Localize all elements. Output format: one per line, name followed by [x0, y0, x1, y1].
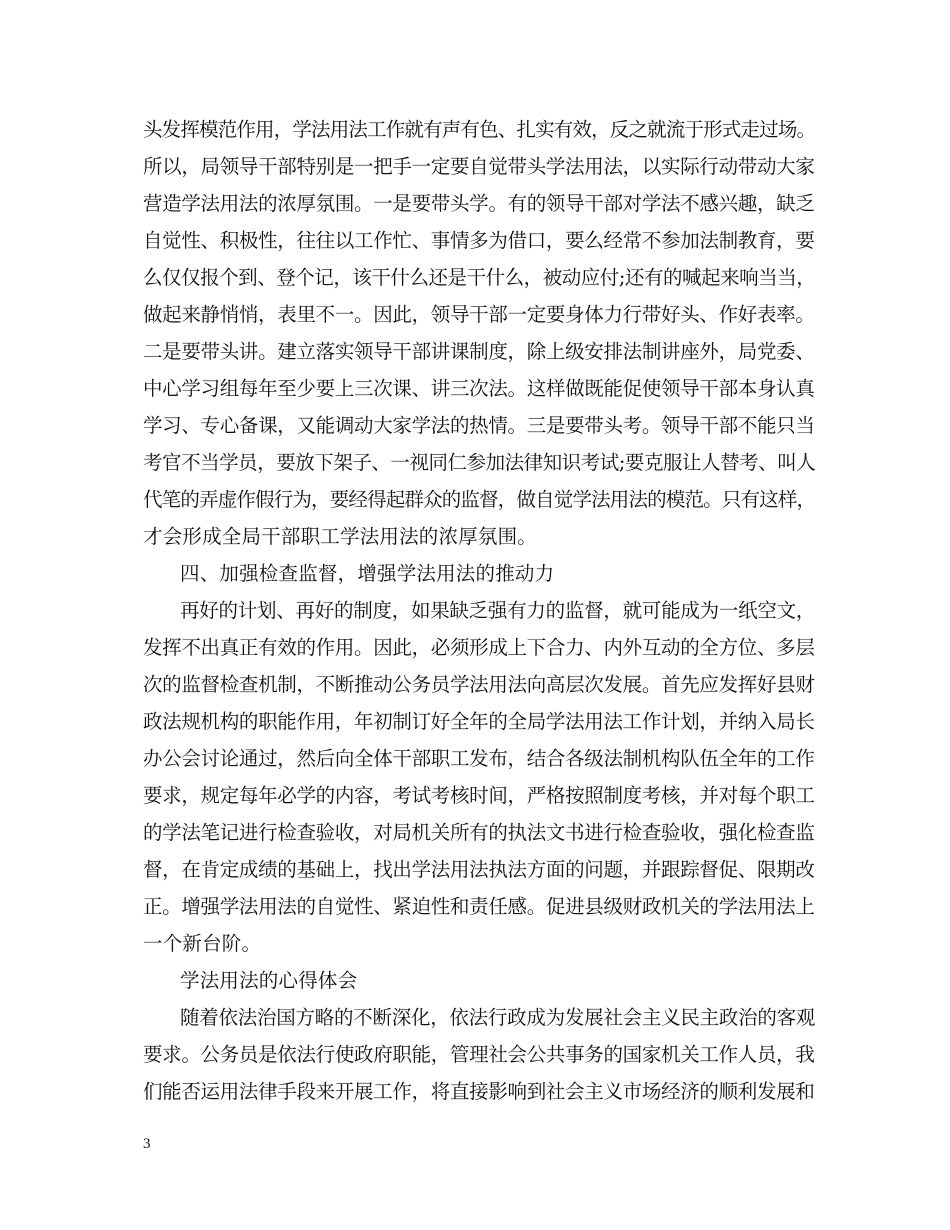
text-line: 头发挥模范作用，学法用法工作就有声有色、扎实有效，反之就流于形式走过场。: [143, 118, 816, 141]
text-line: 么仅仅报个到、登个记，该干什么还是干什么，被动应付;还有的喊起来响当当，: [143, 266, 816, 289]
text-line: 二是要带头讲。建立落实领导干部讲课制度，除上级安排法制讲座外，局党委、: [143, 340, 815, 363]
text-line: 次的监督检查机制，不断推动公务员学法用法向高层次发展。首先应发挥好县财: [143, 673, 815, 696]
section-title: 学法用法的心得体会: [180, 969, 358, 992]
text-line: 自觉性、积极性，往往以工作忙、事情多为借口，要么经常不参加法制教育，要: [143, 229, 815, 252]
text-line: 做起来静悄悄，表里不一。因此，领导干部一定要身体力行带好头、作好表率。: [143, 303, 815, 326]
text-line: 办公会讨论通过，然后向全体干部职工发布，结合各级法制机构队伍全年的工作: [143, 747, 815, 770]
text-line: 发挥不出真正有效的作用。因此，必须形成上下合力、内外互动的全方位、多层: [143, 636, 815, 659]
text-line: 代笔的弄虚作假行为，要经得起群众的监督，做自觉学法用法的模范。只有这样，: [143, 488, 816, 511]
text-line: 督，在肯定成绩的基础上，找出学法用法执法方面的问题，并跟踪督促、限期改: [143, 858, 815, 881]
text-line: 考官不当学员，要放下架子、一视同仁参加法律知识考试;要克服让人替考、叫人: [143, 451, 816, 474]
text-line: 一个新台阶。: [143, 932, 262, 955]
text-line: 中心学习组每年至少要上三次课、讲三次法。这样做既能促使领导干部本身认真: [143, 377, 815, 400]
text-line: 所以，局领导干部特别是一把手一定要自觉带头学法用法，以实际行动带动大家: [143, 155, 815, 178]
text-line: 要求，规定每年必学的内容，考试考核时间，严格按照制度考核，并对每个职工: [143, 784, 815, 807]
paragraph-start-line: 随着依法治国方略的不断深化，依法行政成为发展社会主义民主政治的客观: [180, 1006, 816, 1029]
text-line: 要求。公务员是依法行使政府职能，管理社会公共事务的国家机关工作人员，我: [143, 1043, 815, 1066]
text-line: 们能否运用法律手段来开展工作，将直接影响到社会主义市场经济的顺利发展和: [143, 1080, 815, 1103]
text-line: 学习、专心备课，又能调动大家学法的热情。三是要带头考。领导干部不能只当: [143, 414, 815, 437]
text-line: 才会形成全局干部职工学法用法的浓厚氛围。: [143, 525, 538, 548]
paragraph-start-line: 再好的计划、再好的制度，如果缺乏强有力的监督，就可能成为一纸空文，: [180, 599, 816, 622]
text-line: 正。增强学法用法的自觉性、紧迫性和责任感。促进县级财政机关的学法用法上: [143, 895, 815, 918]
page-number: 3: [143, 1136, 151, 1152]
section-heading: 四、加强检查监督，增强学法用法的推动力: [180, 562, 555, 585]
text-line: 的学法笔记进行检查验收，对局机关所有的执法文书进行检查验收，强化检查监: [143, 821, 815, 844]
text-line: 营造学法用法的浓厚氛围。一是要带头学。有的领导干部对学法不感兴趣，缺乏: [143, 192, 815, 215]
text-line: 政法规机构的职能作用，年初制订好全年的全局学法用法工作计划，并纳入局长: [143, 710, 815, 733]
